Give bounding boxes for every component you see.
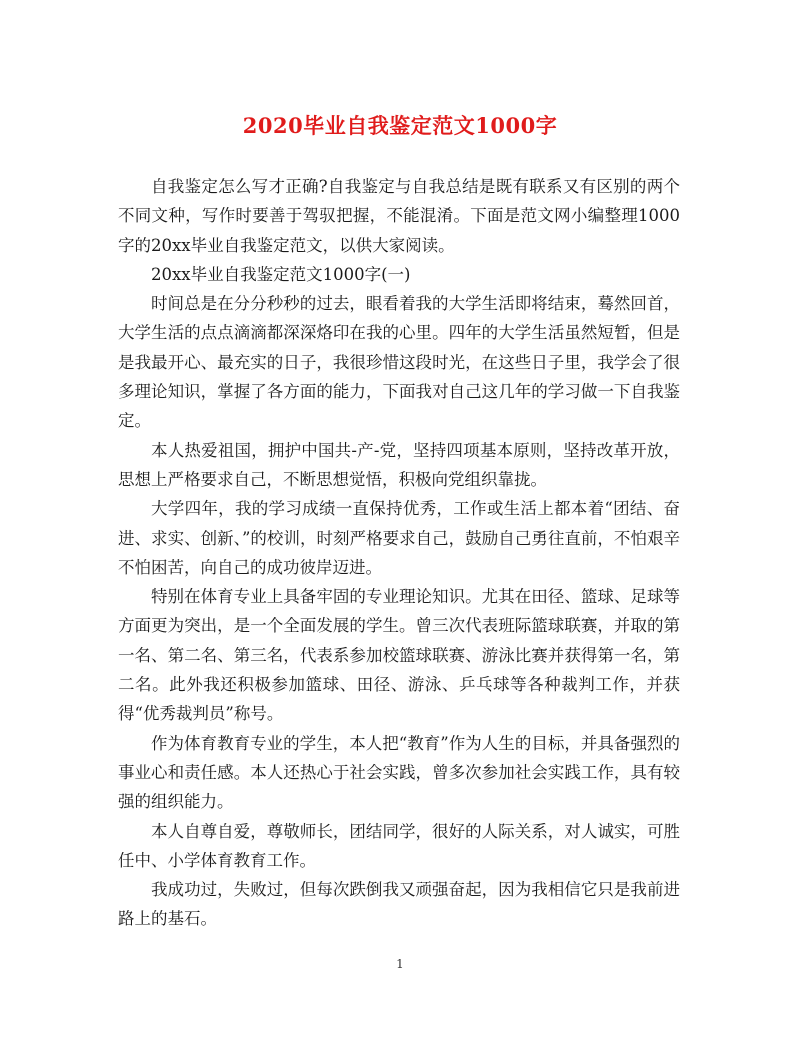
body-paragraph: 时间总是在分分秒秒的过去，眼看着我的大学生活即将结束，蓦然回首，大学生活的点点滴滴都深深烙印在我的心里。四年的大学生活虽然短暂，但是是我最开心、最充实的日子，我很珍惜这段时光，在这些日子里，我学会了很多理论知识，掌握了各方面的能力，下面我对自己这几年的学习做一下自我鉴定。 (118, 294, 680, 431)
document-body (118, 172, 680, 934)
intro-paragraph: 自我鉴定怎么写才正确?自我鉴定与自我总结是既有联系又有区别的两个不同文种，写作时要善于驾驭把握，不能混淆。下面是范文网小编整理1000字的20xx毕业自我鉴定范文，以供大家阅读。 (118, 177, 680, 255)
body-paragraph: 大学四年，我的学习成绩一直保持优秀，工作或生活上都本着“团结、奋进、求实、创新、”的校训，时刻严格要求自己，鼓励自己勇往直前，不怕艰辛不怕困苦，向自己的成功彼岸迈进。 (118, 499, 680, 577)
document-title: 2020毕业自我鉴定范文1000字 (242, 113, 558, 138)
page-number: 1 (396, 957, 404, 971)
body-paragraph: 我成功过，失败过，但每次跌倒我又顽强奋起，因为我相信它只是我前进路上的基石。 (118, 880, 680, 929)
body-paragraph: 本人热爱祖国，拥护中国共-产-党，坚持四项基本原则，坚持改革开放，思想上严格要求自己，不断思想觉悟，积极向党组织靠拢。 (118, 440, 680, 489)
body-paragraph: 作为体育教育专业的学生，本人把“教育”作为人生的目标，并具备强烈的事业心和责任感。本人还热心于社会实践，曾多次参加社会实践工作，具有较强的组织能力。 (118, 733, 680, 812)
body-paragraph: 特别在体育专业上具备牢固的专业理论知识。尤其在田径、篮球、足球等方面更为突出，是一个全面发展的学生。曾三次代表班际篮球联赛，并取的第一名、第二名、第三名，代表系参加校篮球联赛、游泳比赛并获得第一名，第二名。此外我还积极参加篮球、田径、游泳、乒乓球等各种裁判工作，并获得“优秀裁判员”称号。 (118, 587, 680, 724)
body-paragraph: 本人自尊自爱，尊敬师长，团结同学，很好的人际关系，对人诚实，可胜任中、小学体育教育工作。 (118, 821, 680, 870)
section-heading: 20xx毕业自我鉴定范文1000字(一) (151, 264, 411, 284)
